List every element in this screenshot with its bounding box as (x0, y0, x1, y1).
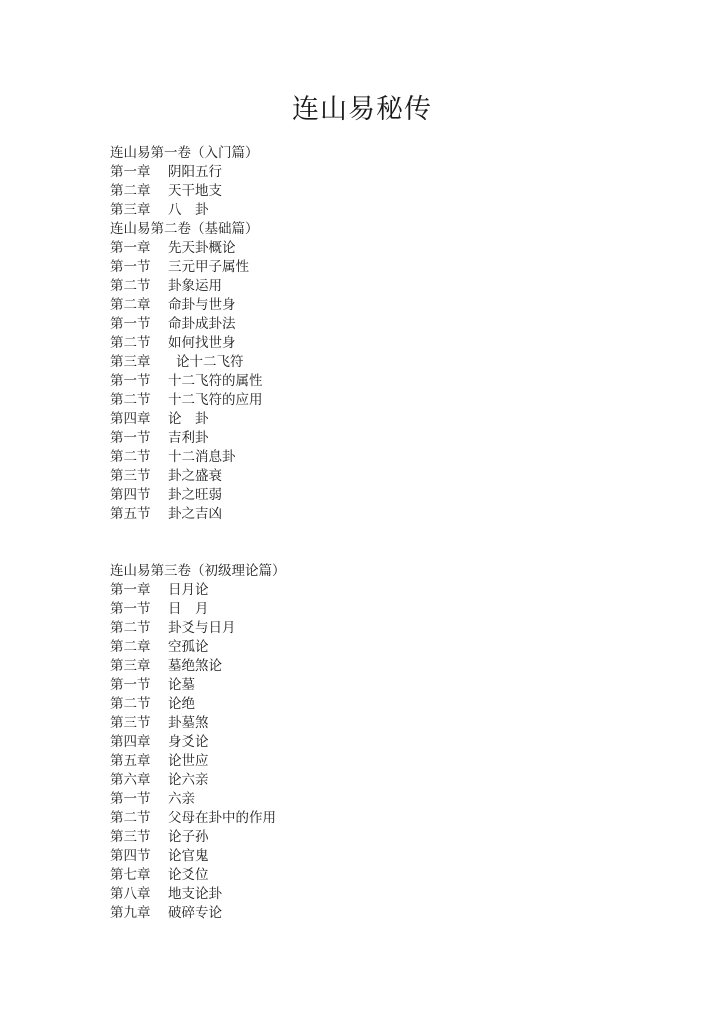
entry-text: 卦象运用 (168, 278, 222, 294)
entry-text: 论 卦 (168, 411, 209, 427)
entry-text: 命卦与世身 (168, 297, 236, 313)
toc-entry (110, 372, 610, 391)
entry-label: 第一节 (110, 601, 151, 617)
toc-entry (110, 201, 610, 220)
entry-text: 墓绝煞论 (168, 658, 222, 674)
entry-label: 第四节 (110, 487, 151, 503)
entry-label: 第八章 (110, 886, 151, 902)
toc-entry (110, 277, 610, 296)
entry-label: 第三章 (110, 354, 151, 370)
toc-entry (110, 163, 610, 182)
toc-entry (110, 429, 610, 448)
entry-label: 第六章 (110, 772, 151, 788)
entry-text: 论十二飞符 (176, 354, 244, 370)
entry-text: 卦之吉凶 (168, 506, 222, 522)
entry-text: 十二飞符的属性 (168, 373, 263, 389)
volume-heading (110, 144, 610, 163)
toc-entry (110, 752, 610, 771)
entry-label: 第四节 (110, 848, 151, 864)
toc-entry (110, 733, 610, 752)
entry-text: 论爻位 (168, 867, 209, 883)
volume-heading (110, 220, 610, 239)
entry-text: 日 月 (168, 601, 209, 617)
toc-entry (110, 334, 610, 353)
entry-text: 六亲 (168, 791, 195, 807)
entry-label: 第二节 (110, 278, 151, 294)
entry-label: 第二节 (110, 620, 151, 636)
toc-entry (110, 182, 610, 201)
entry-text: 论官鬼 (168, 848, 209, 864)
volume-heading (110, 562, 610, 581)
entry-text: 十二消息卦 (168, 449, 236, 465)
entry-label: 第三节 (110, 468, 151, 484)
entry-text: 论绝 (168, 696, 195, 712)
section-spacer (110, 524, 610, 562)
entry-text: 卦之旺弱 (168, 487, 222, 503)
entry-text: 身爻论 (168, 734, 209, 750)
entry-label: 第七章 (110, 867, 151, 883)
entry-label: 第二节 (110, 392, 151, 408)
entry-label: 第三节 (110, 829, 151, 845)
entry-label: 第三章 (110, 658, 151, 674)
toc-entry (110, 714, 610, 733)
toc-entry (110, 581, 610, 600)
toc-entry (110, 638, 610, 657)
entry-label: 第五章 (110, 753, 151, 769)
entry-label: 第一节 (110, 791, 151, 807)
entry-text: 十二飞符的应用 (168, 392, 263, 408)
toc-entry (110, 600, 610, 619)
toc-entry (110, 885, 610, 904)
entry-label: 第二节 (110, 335, 151, 351)
entry-text: 卦之盛衰 (168, 468, 222, 484)
entry-text: 先天卦概论 (168, 240, 236, 256)
entry-text: 吉利卦 (168, 430, 209, 446)
toc-entry (110, 904, 610, 923)
entry-label: 第五节 (110, 506, 151, 522)
table-of-contents (110, 144, 610, 923)
entry-label: 第一节 (110, 316, 151, 332)
entry-label: 第一节 (110, 677, 151, 693)
entry-text: 如何找世身 (168, 335, 236, 351)
entry-label: 第一节 (110, 259, 151, 275)
toc-entry (110, 771, 610, 790)
entry-text: 破碎专论 (168, 905, 222, 921)
entry-text: 三元甲子属性 (168, 259, 249, 275)
toc-entry (110, 619, 610, 638)
entry-text: 父母在卦中的作用 (168, 810, 276, 826)
entry-label: 第四章 (110, 411, 151, 427)
toc-entry (110, 296, 610, 315)
toc-entry (110, 448, 610, 467)
entry-label: 第四章 (110, 734, 151, 750)
entry-label: 第三章 (110, 202, 151, 218)
toc-entry (110, 676, 610, 695)
entry-label: 第二节 (110, 696, 151, 712)
entry-text: 八 卦 (168, 202, 209, 218)
toc-entry (110, 847, 610, 866)
entry-text: 论墓 (168, 677, 195, 693)
toc-entry (110, 410, 610, 429)
entry-text: 空孤论 (168, 639, 209, 655)
toc-entry (110, 809, 610, 828)
toc-entry (110, 315, 610, 334)
volume-heading-text: 连山易第一卷（入门篇） (110, 145, 259, 161)
entry-text: 地支论卦 (168, 886, 222, 902)
entry-label: 第一章 (110, 240, 151, 256)
toc-entry (110, 239, 610, 258)
entry-text: 论子孙 (168, 829, 209, 845)
entry-label: 第一章 (110, 582, 151, 598)
entry-text: 天干地支 (168, 183, 222, 199)
toc-entry (110, 657, 610, 676)
toc-entry (110, 258, 610, 277)
entry-label: 第三节 (110, 715, 151, 731)
entry-label: 第一节 (110, 373, 151, 389)
toc-entry (110, 866, 610, 885)
entry-label: 第一节 (110, 430, 151, 446)
volume-heading-text: 连山易第二卷（基础篇） (110, 221, 259, 237)
toc-entry (110, 486, 610, 505)
toc-entry (110, 505, 610, 524)
volume-heading-text: 连山易第三卷（初级理论篇） (110, 563, 286, 579)
toc-entry (110, 391, 610, 410)
entry-label: 第九章 (110, 905, 151, 921)
entry-text: 日月论 (168, 582, 209, 598)
toc-entry (110, 353, 610, 372)
entry-text: 论世应 (168, 753, 209, 769)
entry-label: 第二章 (110, 297, 151, 313)
toc-entry (110, 828, 610, 847)
document-title: 连山易秘传 (292, 94, 432, 125)
toc-entry (110, 467, 610, 486)
toc-entry (110, 695, 610, 714)
entry-label: 第二章 (110, 639, 151, 655)
entry-text: 卦墓煞 (168, 715, 209, 731)
entry-label: 第二节 (110, 810, 151, 826)
entry-text: 命卦成卦法 (168, 316, 236, 332)
entry-text: 论六亲 (168, 772, 209, 788)
entry-text: 阴阳五行 (168, 164, 222, 180)
entry-text: 卦爻与日月 (168, 620, 236, 636)
entry-label: 第二章 (110, 183, 151, 199)
entry-label: 第二节 (110, 449, 151, 465)
entry-label: 第一章 (110, 164, 151, 180)
toc-entry (110, 790, 610, 809)
